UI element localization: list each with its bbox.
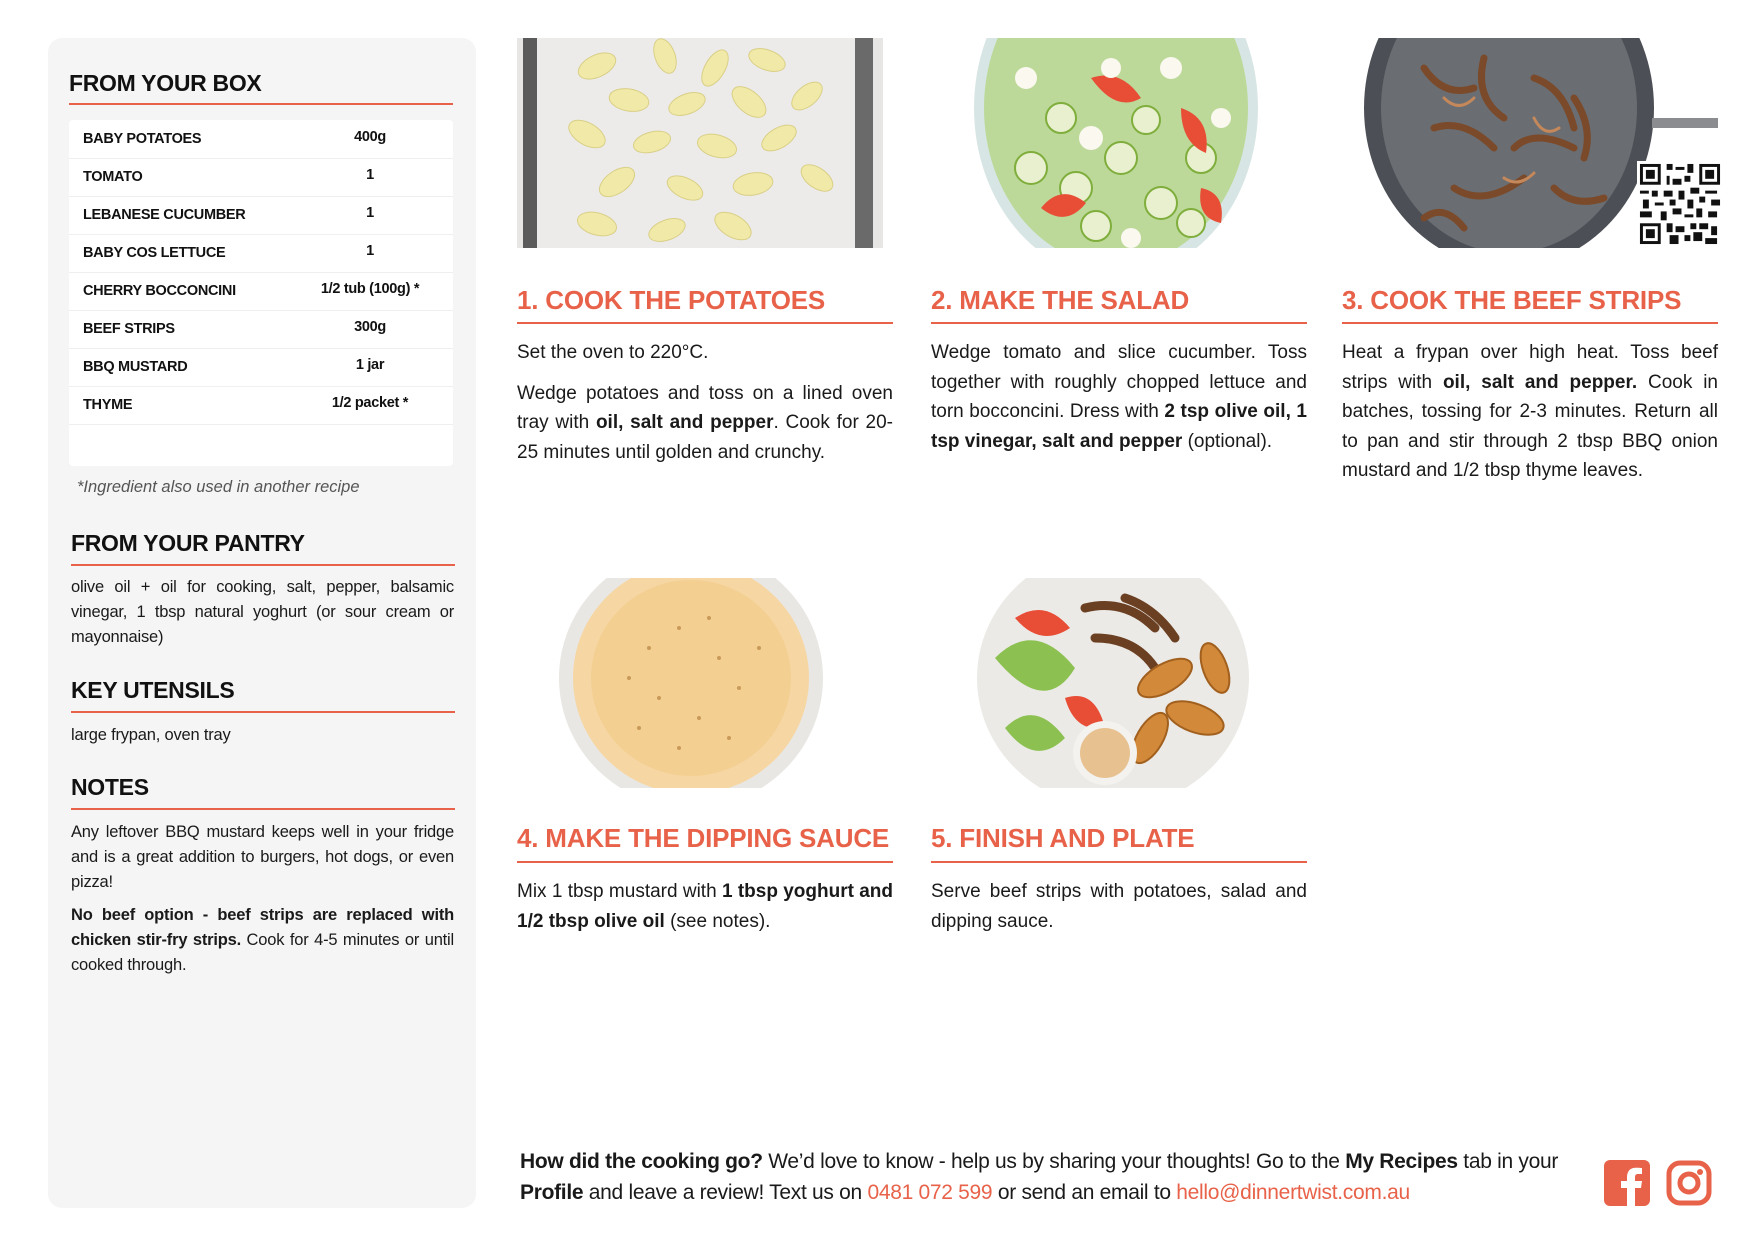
utensils-text: large frypan, oven tray [71, 726, 231, 744]
ingredient-qty: 400g [354, 129, 386, 145]
ingredient-name: LEBANESE CUCUMBER [83, 207, 246, 223]
step-2-title: 2. MAKE THE SALAD [931, 285, 1190, 315]
ingredient-row [69, 196, 453, 235]
notes-paragraph: Any leftover BBQ mustard keeps well in your fridge and is a great addition to burgers, hot dogs, or even pizza! [71, 823, 454, 891]
ingredient-qty: 1/2 packet * [331, 395, 409, 411]
step-paragraph [931, 338, 1307, 456]
heading-divider [71, 808, 455, 810]
footer-question: How did the cooking go? [520, 1150, 763, 1173]
from-your-box-heading: FROM YOUR BOX [69, 70, 262, 96]
step-paragraph: Set the oven to 220°C. [517, 342, 709, 363]
footer-text: We’d love to know - help us by sharing your thoughts! Go to the [762, 1150, 1346, 1173]
step-5-text [931, 877, 1307, 947]
step-paragraph [517, 379, 893, 468]
step-text-run: Wedge potatoes and toss on a lined oven tray with [517, 382, 893, 433]
heading-divider [71, 711, 455, 713]
notes-paragraph [71, 903, 454, 978]
step-paragraph [517, 877, 893, 936]
ingredient-name: BBQ MUSTARD [83, 359, 188, 375]
ingredient-name: THYME [83, 397, 133, 413]
step-4 [517, 578, 893, 938]
footer-text: or send an email to [992, 1181, 1177, 1204]
ingredient-row [69, 386, 453, 425]
step-divider [931, 322, 1307, 324]
step-divider [931, 861, 1307, 863]
ingredient-row [69, 310, 453, 349]
step-1 [517, 38, 893, 463]
notes-rest: Cook for 4-5 minutes or until cooked through. [71, 931, 454, 974]
step-divider [517, 861, 893, 863]
step-text-bold: 1 tbsp yoghurt and 1/2 tbsp olive oil [517, 881, 894, 932]
ingredient-qty: 300g [354, 319, 386, 335]
ingredient-name: BABY POTATOES [83, 131, 202, 147]
instagram-icon[interactable] [1666, 1160, 1712, 1206]
heading-divider [71, 564, 455, 566]
ingredient-row [69, 158, 453, 197]
ingredient-row [69, 272, 453, 311]
notes-bold: No beef option - beef strips are replaced with chicken stir-fry strips. [71, 906, 454, 949]
step-text-bold: oil, salt and pepper. [1442, 371, 1638, 393]
ingredient-row [69, 120, 453, 159]
step-2-text [931, 338, 1307, 467]
step-1-text [517, 338, 893, 478]
facebook-icon[interactable] [1604, 1160, 1650, 1206]
step-text-run: Mix 1 tbsp mustard with [517, 881, 722, 902]
pantry-text: olive oil + oil for cooking, salt, pepper, balsamic vinegar, 1 tbsp natural yoghurt (or sour cream or mayonnaise) [71, 578, 454, 646]
ingredient-qty: 1 [366, 205, 374, 221]
dipping-sauce-photo [559, 578, 823, 788]
notes-heading: NOTES [71, 774, 149, 800]
footer-text: and leave a review! Text us on [583, 1181, 868, 1204]
step-divider [1342, 322, 1718, 324]
ingredient-qty: 1/2 tub (100g) * [320, 281, 420, 297]
step-text-run: Cook in batches, tossing for 2-3 minutes. Return all to pan and stir through 2 tbsp BBQ onion mustard and 1/2 tbsp thyme leaves. [1342, 371, 1719, 481]
ingredients-table [69, 120, 453, 466]
ingredient-name: CHERRY BOCCONCINI [83, 283, 236, 299]
salad-bowl-photo [971, 38, 1261, 248]
ingredients-sidebar [48, 38, 476, 1208]
footer-text: tab in your [1457, 1150, 1559, 1173]
feedback-footer [520, 1146, 1580, 1208]
qr-code-icon[interactable] [1637, 161, 1723, 247]
potatoes-tray-photo [517, 38, 883, 248]
step-4-text [517, 877, 893, 947]
step-1-title: 1. COOK THE POTATOES [517, 285, 826, 315]
step-2 [931, 38, 1307, 458]
ingredient-qty: 1 [366, 243, 374, 259]
finished-plate-photo [975, 578, 1265, 788]
step-paragraph: Serve beef strips with potatoes, salad and dipping sauce. [931, 881, 1307, 932]
footer-my-recipes: My Recipes [1345, 1150, 1458, 1173]
step-text-run: Heat a frypan over high heat. Toss beef strips with [1342, 342, 1718, 393]
step-3-text [1342, 338, 1718, 497]
step-paragraph [1342, 338, 1718, 486]
footer-phone-link[interactable]: 0481 072 599 [867, 1181, 993, 1204]
step-5-title: 5. FINISH AND PLATE [931, 823, 1195, 853]
ingredient-name: TOMATO [83, 169, 143, 185]
ingredient-row [69, 234, 453, 273]
footer-email-link[interactable]: hello@dinnertwist.com.au [1176, 1181, 1410, 1204]
ingredient-name: BABY COS LETTUCE [83, 245, 226, 261]
step-text-run: Wedge tomato and slice cucumber. Toss together with roughly chopped lettuce and torn bocconcini. Dress with [931, 342, 1307, 422]
step-text-run: . Cook for 20-25 minutes until golden and crunchy. [517, 412, 893, 463]
ingredient-qty: 1 [366, 167, 374, 183]
step-divider [517, 322, 893, 324]
ingredient-row [69, 348, 453, 387]
footer-profile: Profile [520, 1181, 584, 1204]
step-text-bold: 2 tsp olive oil, 1 tsp vinegar, salt and pepper [931, 401, 1307, 452]
ingredient-name: BEEF STRIPS [83, 321, 175, 337]
step-5 [931, 578, 1307, 938]
heading-divider [69, 103, 453, 105]
step-4-title: 4. MAKE THE DIPPING SAUCE [517, 823, 890, 853]
step-3-title: 3. COOK THE BEEF STRIPS [1342, 285, 1682, 315]
ingredient-footnote: *Ingredient also used in another recipe [77, 478, 360, 496]
step-3 [1342, 38, 1719, 481]
ingredient-qty: 1 jar [355, 357, 385, 373]
step-text-bold: oil, salt and pepper [595, 412, 774, 433]
step-text-run: (see notes). [664, 910, 771, 932]
step-text-run: (optional). [1182, 430, 1273, 452]
key-utensils-heading: KEY UTENSILS [71, 677, 235, 703]
from-your-pantry-heading: FROM YOUR PANTRY [71, 530, 305, 556]
notes-text [71, 820, 454, 986]
